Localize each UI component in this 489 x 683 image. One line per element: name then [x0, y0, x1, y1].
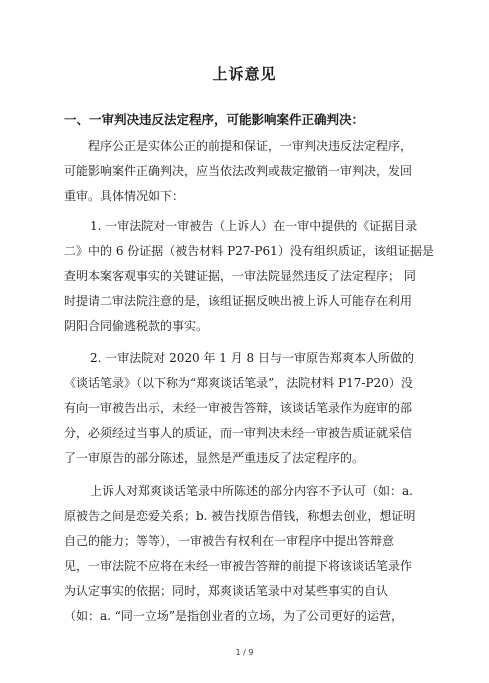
body-line: 了一审原告的部分陈述，显然是严重违反了法定程序的。 [64, 451, 365, 465]
body-line: 有向一审被告出示，未经一审被告答辩，该谈话笔录作为庭审的部 [64, 401, 413, 415]
section-heading: 一、一审判决违反法定程序，可能影响案件正确判决： [64, 112, 365, 127]
body-line: 二》中的 6 份证据（被告材料 P27-P61）没有组织质证，该组证据是 [64, 244, 434, 258]
body-line: 查明本案客观事实的关键证据，一审法院显然违反了法定程序； 同 [64, 269, 416, 283]
body-line: 为认定事实的依据；同时，郑爽谈话笔录中对某些事实的自认 [64, 584, 389, 598]
body-line: 重审。具体情况如下： [64, 189, 185, 203]
body-line: 分，必须经过当事人的质证，而一审判决未经一审被告质证就采信 [64, 426, 413, 440]
page-number: 1 / 9 [235, 648, 254, 657]
body-line: 程序公正是实体公正的前提和保证，一审判决违反法定程序， [88, 139, 413, 153]
body-line: 可能影响案件正确判决，应当依法改判或裁定撤销一审判决，发回 [64, 164, 413, 178]
body-line: 自己的能力；等等），一审被告有权利在一审程序中提出答辩意 [64, 534, 395, 548]
body-line: 原被告之间是恋爱关系；b. 被告找原告借钱，称想去创业，想证明 [64, 509, 416, 523]
body-line: 见，一审法院不应将在未经一审被告答辩的前提下将该谈话笔录作 [64, 559, 413, 573]
body-line: 1. 一审法院对一审被告（上诉人）在一审中提供的《证据目录 [90, 219, 418, 233]
body-line: 阴阳合同偷逃税款的事实。 [64, 319, 209, 333]
body-line: 上诉人对郑爽谈话笔录中所陈述的部分内容不予认可（如：a. [90, 484, 413, 498]
body-line: （如：a. “同一立场”是指创业者的立场，为了公司更好的运营， [64, 609, 404, 623]
body-line: 时提请二审法院注意的是，该组证据反映出被上诉人可能存在利用 [64, 294, 413, 308]
body-line: 2. 一审法院对 2020 年 1 月 8 日与一审原告郑爽本人所做的 [90, 351, 414, 365]
document-title: 上诉意见 [212, 65, 277, 83]
body-line: 《谈话笔录》（以下称为“郑爽谈话笔录”，法院材料 P17-P20）没 [64, 376, 413, 390]
